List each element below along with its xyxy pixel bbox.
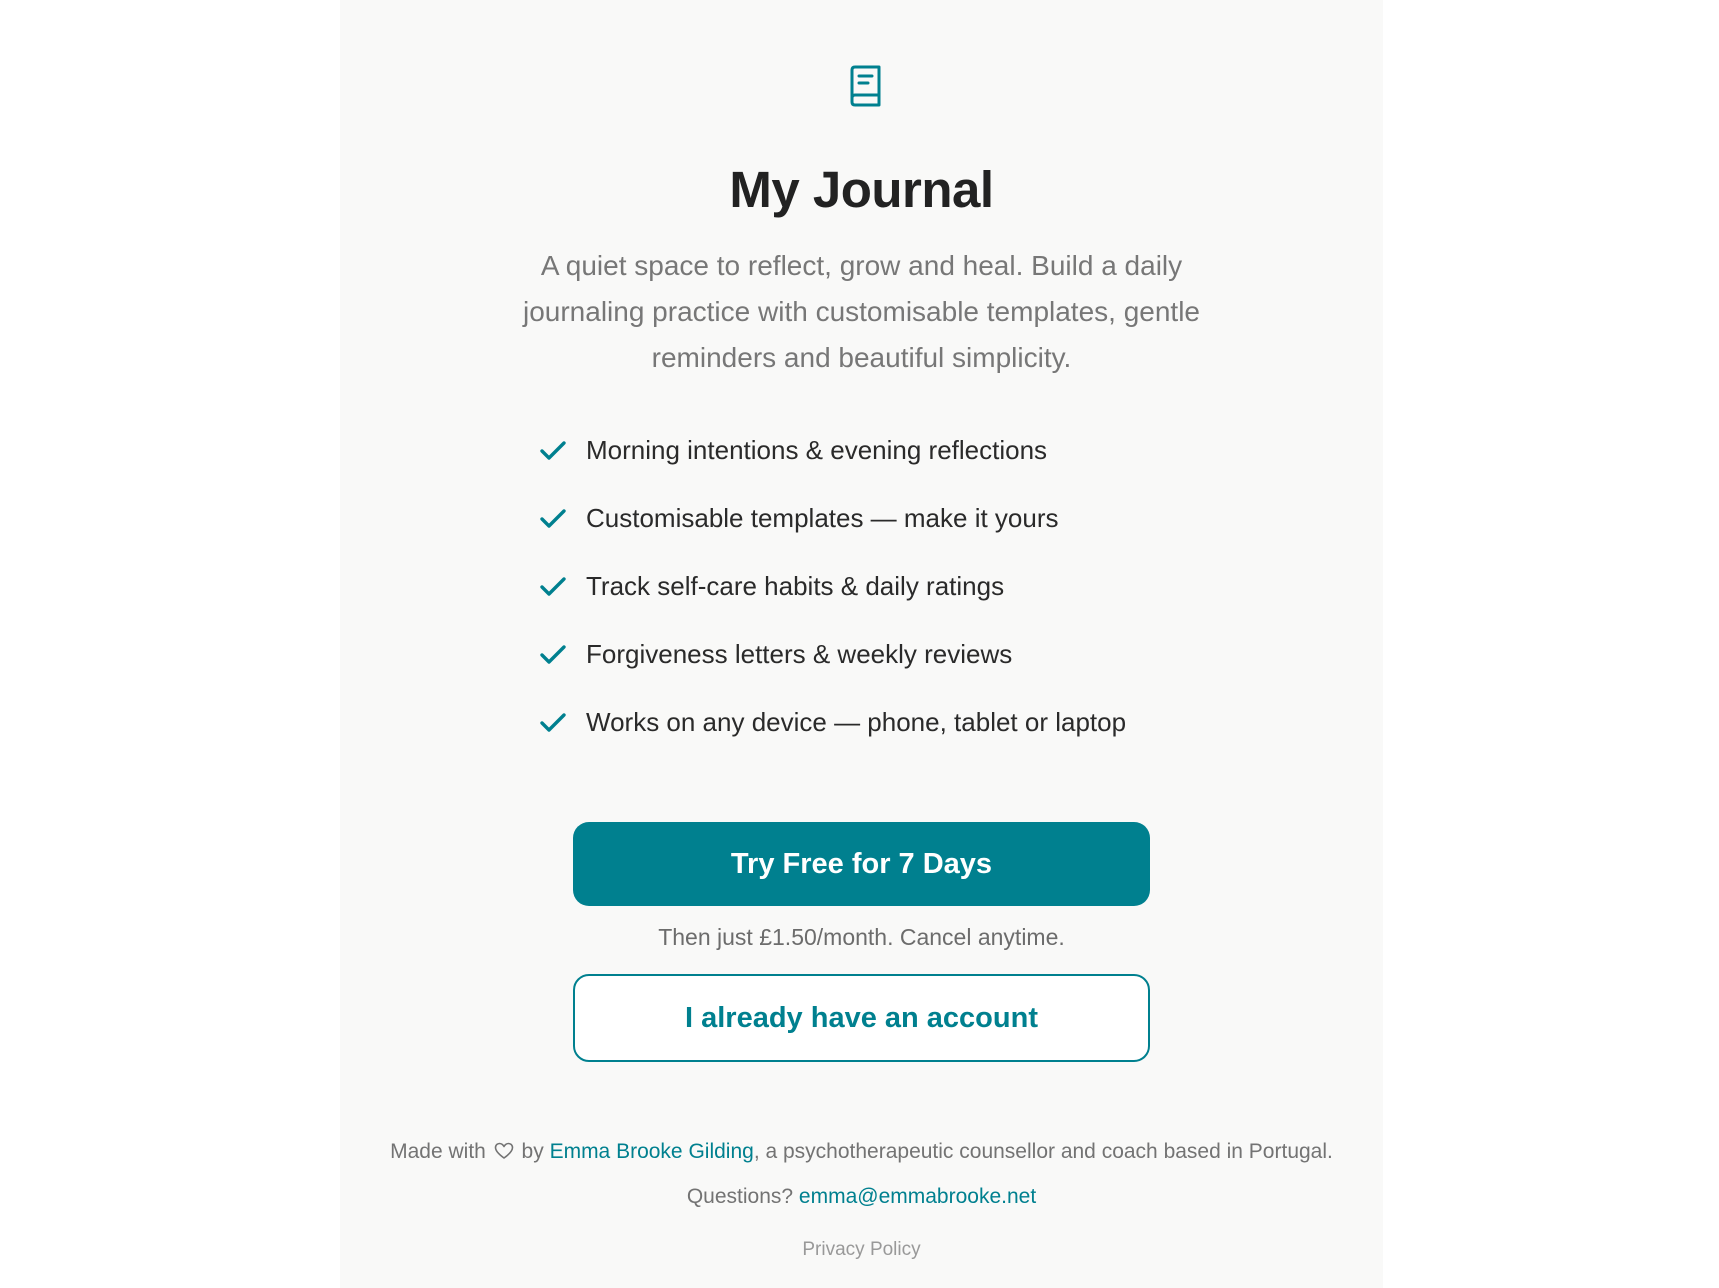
pricing-note: Then just £1.50/month. Cancel anytime. — [658, 924, 1065, 950]
footer-credit — [340, 1138, 1383, 1166]
check-icon — [537, 639, 569, 671]
check-icon — [537, 571, 569, 603]
book-icon — [846, 64, 884, 108]
feature-label: Track self-care habits & daily ratings — [586, 571, 1005, 601]
feature-item — [537, 637, 1126, 705]
check-icon — [537, 503, 569, 535]
check-icon — [537, 707, 569, 739]
feature-label: Morning intentions & evening reflections — [586, 435, 1048, 465]
made-with-text: Made with — [390, 1140, 486, 1163]
author-link[interactable]: Emma Brooke Gilding — [549, 1140, 754, 1163]
footer-contact — [340, 1183, 1383, 1211]
feature-label: Forgiveness letters & weekly reviews — [586, 639, 1013, 669]
page-subtitle: A quiet space to reflect, grow and heal. Build a daily journaling practice with customisable templates, gentle reminders and beautiful simplicity. — [522, 250, 1201, 373]
by-text: by — [521, 1140, 544, 1163]
feature-item — [537, 433, 1126, 501]
page-title: My Journal — [729, 161, 994, 218]
feature-label: Works on any device — phone, tablet or laptop — [586, 707, 1127, 737]
questions-label: Questions? — [686, 1185, 794, 1208]
email-link[interactable]: emma@emmabrooke.net — [798, 1185, 1037, 1208]
landing-page — [340, 0, 1383, 1288]
existing-account-button[interactable]: I already have an account — [573, 974, 1150, 1062]
footer-privacy — [340, 1238, 1383, 1262]
author-description: , a psychotherapeutic counsellor and coach based in Portugal. — [753, 1140, 1333, 1163]
try-free-button[interactable]: Try Free for 7 Days — [573, 822, 1150, 906]
feature-item — [537, 569, 1126, 637]
feature-list — [537, 433, 1126, 773]
feature-item — [537, 705, 1126, 773]
feature-label: Customisable templates — make it yours — [586, 503, 1059, 533]
privacy-policy-link[interactable]: Privacy Policy — [802, 1239, 921, 1260]
feature-item — [537, 501, 1126, 569]
check-icon — [537, 435, 569, 467]
heart-icon — [494, 1142, 514, 1160]
